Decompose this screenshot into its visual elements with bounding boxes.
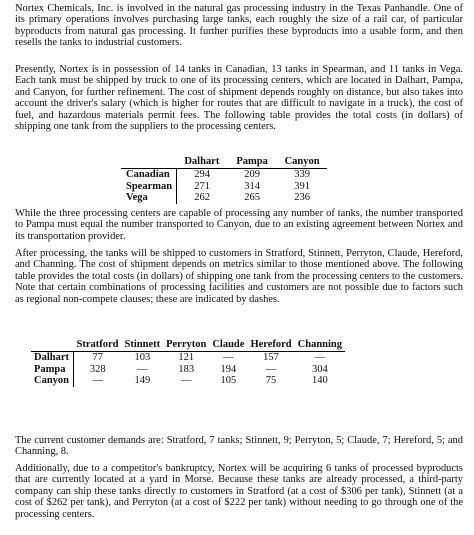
customer-cost-table bbox=[31, 339, 345, 387]
table-cell: 194 bbox=[220, 363, 237, 375]
table-cell: 265 bbox=[244, 192, 260, 203]
row-label: Vega bbox=[121, 192, 177, 204]
paragraph-pampa-canyon-constraint: While the three processing centers are capable of processing any number of tanks, the number transported to Pampa must equal the number transported to Canyon, due to an existing agreement between Nortex and its transportation provider. bbox=[15, 208, 463, 242]
table-row bbox=[121, 181, 327, 193]
table-cell: — bbox=[180, 375, 192, 386]
table-row bbox=[121, 192, 327, 204]
paragraph-customers: After processing, the tanks will be shipped to customers in Stratford, Stinnett, Perryton, Claude, Hereford, and Channing. The cost of shipment depends on metrics similar to those mentioned above. The following table provides the total costs (in dollars) of shipping one tank from the processing centers to the customers. Note that certain combinations of processing facilities and customers are not possible due to factors such as regional non-compete clauses; these are indicated by dashes. bbox=[15, 248, 463, 305]
table-cell: 391 bbox=[294, 180, 310, 192]
row-label: Dalhart bbox=[31, 352, 74, 364]
paragraph-demands: The current customer demands are: Stratford, 7 tanks; Stinnett, 9; Perryton, 5; Claude, 7; Hereford, 5; and Channing, 8. bbox=[15, 435, 463, 458]
col-header-canyon: Canyon bbox=[277, 156, 327, 169]
table-cell: 262 bbox=[194, 192, 210, 203]
table-cell: 103 bbox=[134, 352, 151, 363]
row-label: Spearman bbox=[121, 181, 177, 193]
table-cell: 75 bbox=[265, 375, 277, 386]
table-cell: 339 bbox=[294, 169, 310, 180]
table-cell: — bbox=[137, 363, 148, 375]
col-header-channing: Channing bbox=[295, 339, 345, 352]
col-header-hereford: Hereford bbox=[247, 339, 294, 352]
table-cell: — bbox=[314, 352, 326, 363]
table-cell: 271 bbox=[194, 180, 210, 192]
table-cell: 183 bbox=[178, 363, 195, 375]
table-cell: 149 bbox=[134, 375, 151, 386]
table-cell: 105 bbox=[220, 375, 237, 386]
row-label: Pampa bbox=[31, 364, 74, 376]
table-cell: 294 bbox=[194, 169, 210, 180]
table-cell: 209 bbox=[244, 169, 260, 180]
paragraph-morse: Additionally, due to a competitor's bankruptcy, Nortex will be acquiring 6 tanks of processed byproducts that are currently located at a yard in Morse. Because these tanks are already processed, a third-party company can ship these tanks directly to customers in Stratford (at a cost of $306 per tank), Stinnett (at a cost of $262 per tank), and Perryton (at a cost of $222 per tank) without needing to go through one of the processing centers. bbox=[15, 463, 463, 520]
table-row bbox=[31, 364, 345, 376]
table-cell: 157 bbox=[263, 352, 279, 363]
col-header-dalhart: Dalhart bbox=[177, 156, 228, 169]
paragraph-suppliers: Presently, Nortex is in possession of 14 tanks in Canadian, 13 tanks in Spearman, and 11 tanks in Vega. Each tank must be shipped by truck to one of its processing centers, which are located in Dalhart, Pampa, and Canyon, for further refinement. The cost of shipment depends roughly on distance, but also takes into account the driver's salary (which is higher for routes that are difficult to navigate in a truck), the cost of fuel, and hazardous materials permit fees. The following table provides the total costs (in dollars) of shipping one tank from the suppliers to the processing centers. bbox=[15, 64, 463, 133]
row-label: Canyon bbox=[31, 375, 74, 387]
table-cell: — bbox=[92, 375, 104, 386]
table-cell: 328 bbox=[89, 363, 106, 375]
row-label: Canadian bbox=[121, 169, 177, 181]
table-cell: 314 bbox=[244, 180, 260, 192]
table-cell: 236 bbox=[294, 192, 310, 203]
table-cell: — bbox=[265, 363, 277, 375]
table-cell: 140 bbox=[311, 375, 328, 386]
table-cell: — bbox=[223, 352, 234, 363]
table-cell: 304 bbox=[311, 363, 328, 375]
col-header-stinnett: Stinnett bbox=[122, 339, 164, 352]
table-cell: 77 bbox=[92, 352, 104, 363]
table-row bbox=[121, 169, 327, 181]
table-cell: 121 bbox=[178, 352, 195, 363]
col-header-pampa: Pampa bbox=[227, 156, 277, 169]
col-header-perryton: Perryton bbox=[163, 339, 209, 352]
table-row bbox=[31, 352, 345, 364]
table-row bbox=[31, 375, 345, 387]
supplier-cost-table bbox=[121, 156, 327, 204]
paragraph-intro: Nortex Chemicals, Inc. is involved in the natural gas processing industry in the Texas Panhandle. One of its primary operations involves purchasing large tanks, each roughly the size of a rail car, of particular byproducts from natural gas processing. It further purifies these byproducts into a usable form, and then resells the tanks to industrial customers. bbox=[15, 3, 463, 49]
col-header-stratford: Stratford bbox=[74, 339, 122, 352]
col-header-claude: Claude bbox=[209, 339, 247, 352]
